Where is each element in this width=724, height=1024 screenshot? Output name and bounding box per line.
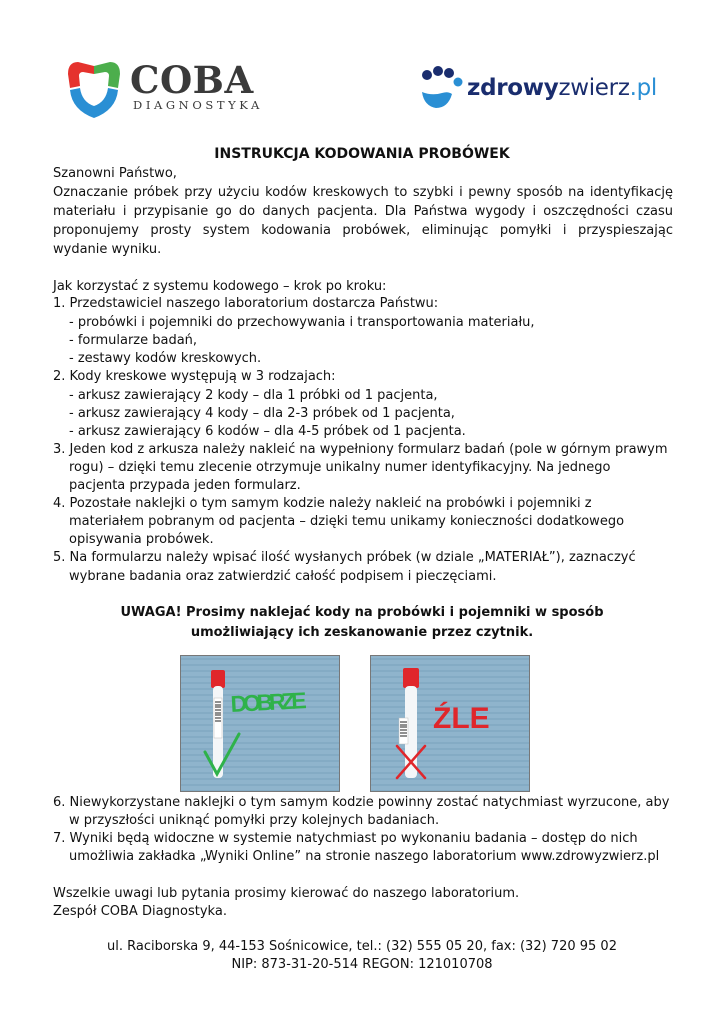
zdrowyzwierz-logo: [418, 66, 678, 116]
warning-line: UWAGA! Prosimy naklejać kody na probówki i pojemniki w sposób: [120, 605, 604, 620]
coba-subtitle: DIAGNOSTYKA: [133, 98, 263, 112]
steps-heading: Jak korzystać z systemu kodowego – krok po kroku:: [53, 279, 387, 294]
step-item-cont: pacjenta przypada jeden formularz.: [69, 478, 301, 493]
step-item: 2. Kody kreskowe występują w 3 rodzajach:: [53, 369, 336, 384]
step-item-cont: materiałem pobranym od pacjenta – dzięki temu unikamy konieczności dodatkowego: [69, 514, 625, 529]
step-subitem: - arkusz zawierający 6 kodów – dla 4-5 próbek od 1 pacjenta.: [69, 424, 466, 439]
greeting: Szanowni Państwo,: [53, 166, 177, 181]
step-subitem: - probówki i pojemniki do przechowywania i transportowania materiału,: [69, 315, 535, 330]
step-item: 7. Wyniki będą widoczne w systemie natychmiast po wykonaniu badania – dostęp do nich: [53, 831, 638, 846]
warning-line: umożliwiający ich zeskanowanie przez czytnik.: [190, 625, 534, 640]
step-item: 1. Przedstawiciel naszego laboratorium dostarcza Państwu:: [53, 296, 439, 311]
step-item: 4. Pozostałe naklejki o tym samym kodzie należy nakleić na probówki i pojemniki z: [53, 496, 592, 511]
coba-logo: [64, 58, 264, 122]
footer-address: ul. Raciborska 9, 44-153 Sośnicowice, tel.: (32) 555 05 20, fax: (32) 720 95 02: [107, 939, 617, 954]
intro-line: proponujemy prosty system kodowania probówek, eliminując pomyłki i przyspieszając: [53, 223, 673, 238]
step-item-cont: rogu) – dzięki temu zlecenie otrzymuje unikalny numer identyfikacyjny. Na jednego: [69, 460, 611, 475]
step-subitem: - arkusz zawierający 4 kody – dla 2-3 próbek od 1 pacjenta,: [69, 406, 455, 421]
footer-ids: NIP: 873-31-20-514 REGON: 121010708: [231, 957, 493, 972]
intro-line: materiału i przypisanie go do danych pacjenta. Dla Państwa wygody i oszczędności czasu: [53, 204, 673, 219]
step-item: 6. Niewykorzystane naklejki o tym samym kodzie powinny zostać natychmiast wyrzucone, aby: [53, 795, 670, 810]
photo-good-label: DOBRZE: [229, 687, 308, 717]
intro-line: wydanie wyniku.: [53, 242, 162, 257]
step-item: 5. Na formularzu należy wpisać ilość wysłanych próbek (w dziale „MATERIAŁ”), zaznaczyć: [53, 550, 636, 565]
step-item-cont: umożliwia zakładka „Wyniki Online” na stronie naszego laboratorium www.zdrowyzwierz.pl: [69, 849, 660, 864]
intro-line: Oznaczanie próbek przy użyciu kodów kreskowych to szybki i pewny sposób na identyfikację: [53, 185, 673, 200]
step-subitem: - arkusz zawierający 2 kody – dla 1 próbki od 1 pacjenta,: [69, 388, 438, 403]
closing-line: Wszelkie uwagi lub pytania prosimy kierować do naszego laboratorium.: [53, 886, 520, 901]
step-subitem: - formularze badań,: [69, 333, 198, 348]
photo-correct-labeling: [180, 655, 340, 792]
coba-name: COBA: [130, 58, 254, 102]
page-title: INSTRUKCJA KODOWANIA PROBÓWEK: [214, 146, 510, 162]
photo-wrong-labeling: [370, 655, 530, 792]
step-item: 3. Jeden kod z arkusza należy nakleić na wypełniony formularz badań (pole w górnym prawym: [53, 442, 668, 457]
wordmark-part-pl: .pl: [629, 75, 657, 101]
zdrowyzwierz-wordmark: [467, 74, 657, 102]
closing-signature: Zespół COBA Diagnostyka.: [53, 904, 227, 919]
photo-bad-label: ŹLE: [433, 702, 490, 735]
step-item-cont: wybrane badania oraz zatwierdzić całość podpisem i pieczęciami.: [69, 569, 497, 584]
coba-mark-icon: [64, 58, 124, 120]
step-item-cont: w przyszłości uniknąć pomyłki przy kolejnych badaniach.: [69, 813, 440, 828]
wordmark-part-zdrowy: zdrowy: [467, 75, 559, 101]
wordmark-part-zwierz: zwierz: [558, 75, 630, 101]
step-subitem: - zestawy kodów kreskowych.: [69, 351, 262, 366]
paw-icon: [418, 66, 464, 110]
step-item-cont: opisywania probówek.: [69, 532, 214, 547]
